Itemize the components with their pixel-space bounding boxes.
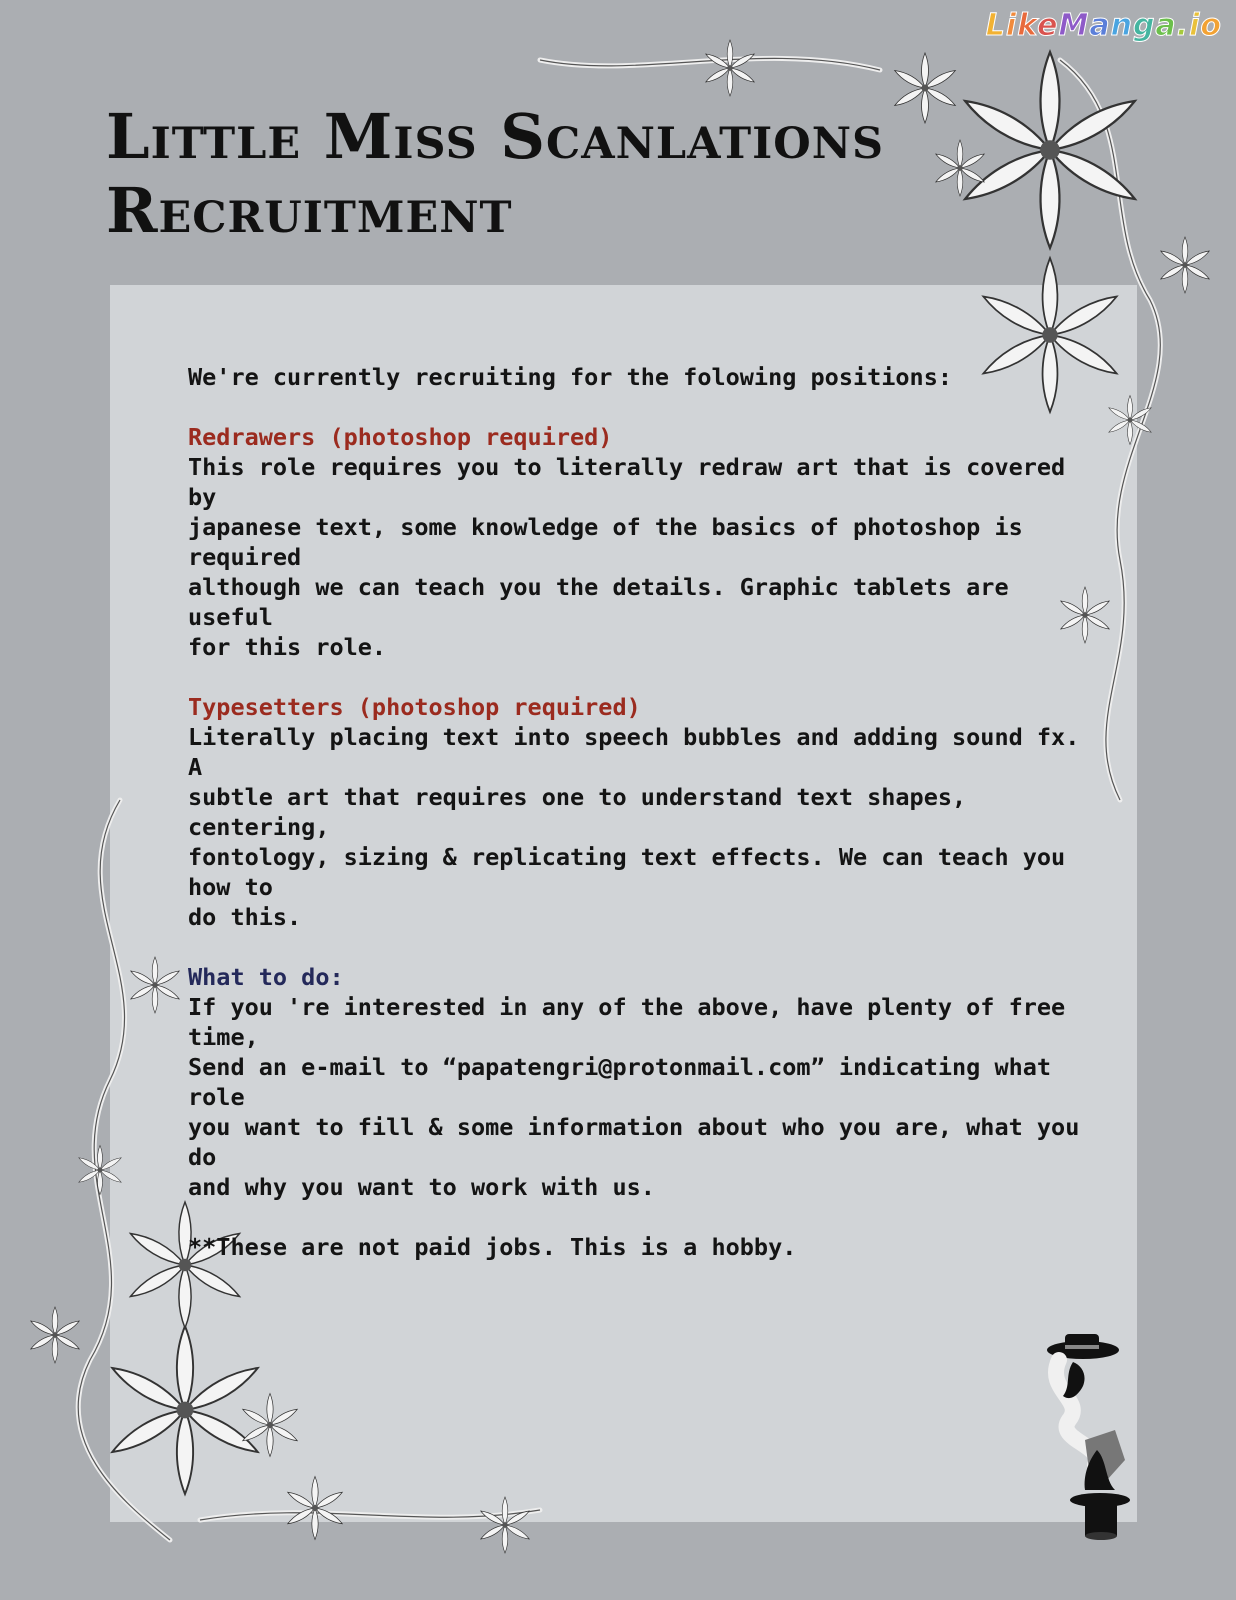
watermark-letter: M xyxy=(1058,8,1090,43)
what-to-do-line: you want to fill & some information about who you are, what you do xyxy=(188,1113,1080,1171)
section-heading-what-to-do: What to do: xyxy=(188,963,344,991)
intro-text: We're currently recruiting for the folowing positions: xyxy=(188,363,953,391)
disclaimer-note: **These are not paid jobs. This is a hobby. xyxy=(188,1233,797,1261)
watermark-letter: o xyxy=(1200,8,1222,43)
what-to-do-line: If you 're interested in any of the above, have plenty of free time, xyxy=(188,993,1066,1051)
watermark-letter: e xyxy=(1037,8,1059,43)
watermark-letter: i xyxy=(1189,8,1201,43)
watermark-letter: . xyxy=(1176,8,1190,43)
watermark-letter: g xyxy=(1132,8,1156,43)
lady-in-top-hat-logo xyxy=(1045,1330,1135,1540)
watermark-letter: i xyxy=(1005,8,1018,43)
title-line-2: Recruitment xyxy=(106,174,513,247)
watermark-letter: a xyxy=(1155,8,1177,43)
what-to-do-line: Send an e-mail to “papatengri@protonmail.com” indicating what role xyxy=(188,1053,1052,1111)
typesetters-line: Literally placing text into speech bubbles and adding sound fx. A xyxy=(188,723,1080,781)
redrawers-line: This role requires you to literally redraw art that is covered by xyxy=(188,453,1066,511)
recruitment-body xyxy=(188,362,1088,1262)
section-heading-typesetters: Typesetters (photoshop required) xyxy=(188,693,641,721)
watermark-letter: a xyxy=(1089,8,1111,43)
redrawers-line: although we can teach you the details. Graphic tablets are useful xyxy=(188,573,1009,631)
typesetters-line: do this. xyxy=(188,903,302,931)
title-line-1: Little Miss Scanlations xyxy=(106,100,885,173)
redrawers-line: for this role. xyxy=(188,633,387,661)
redrawers-line: japanese text, some knowledge of the basics of photoshop is required xyxy=(188,513,1023,571)
watermark-letter: n xyxy=(1110,8,1133,43)
typesetters-line: subtle art that requires one to understand text shapes, centering, xyxy=(188,783,967,841)
watermark-letter: L xyxy=(985,8,1006,43)
watermark-letter: k xyxy=(1017,8,1038,43)
what-to-do-line: and why you want to work with us. xyxy=(188,1173,655,1201)
typesetters-line: fontology, sizing & replicating text effects. We can teach you how to xyxy=(188,843,1066,901)
section-heading-redrawers: Redrawers (photoshop required) xyxy=(188,423,613,451)
